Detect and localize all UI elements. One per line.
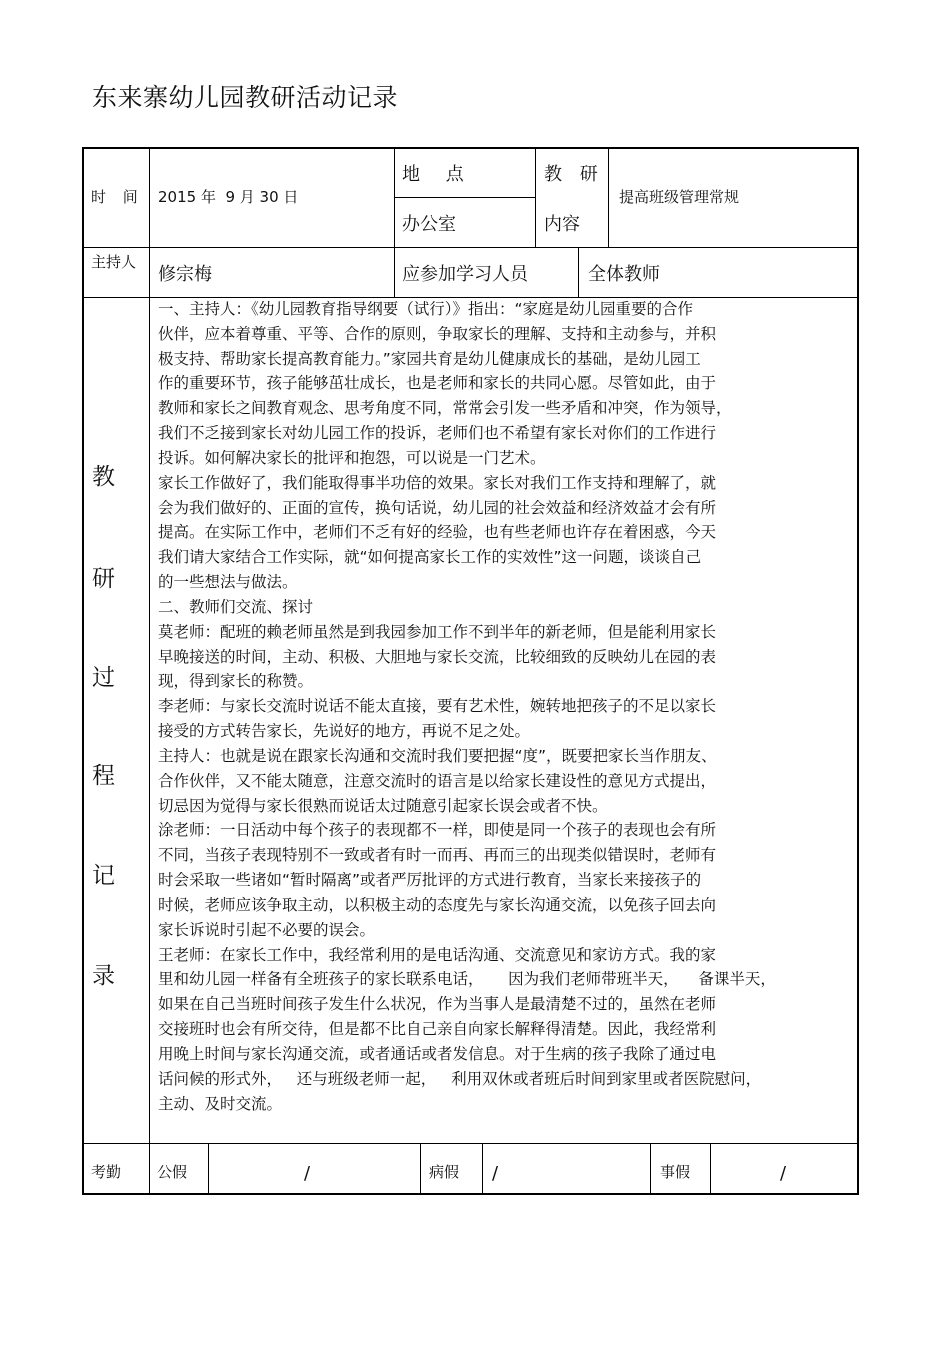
participants-label: 应参加学习人员	[402, 264, 528, 285]
process-line: 时候，老师应该争取主动，以积极主动的态度先与家长沟通交流，以免孩子回去向	[158, 895, 717, 914]
host-label: 主持人	[91, 253, 137, 271]
table-line-row1-bottom	[82, 247, 859, 248]
process-line: 合作伙伴，又不能太随意，注意交流时的语言是以给家长建设性的意见方式提出，	[158, 771, 717, 790]
process-label-char: 程	[92, 763, 115, 789]
table-border-bottom	[82, 1193, 859, 1195]
process-line: 不同，当孩子表现特别不一致或者有时一而再、再而三的出现类似错误时，老师有	[158, 846, 717, 865]
process-line: 切忌因为觉得与家长很熟而说话太过随意引起家长误会或者不快。	[158, 796, 608, 815]
process-line: 时会采取一些诸如“暂时隔离”或者严厉批评的方式进行教育，当家长来接孩子的	[158, 871, 702, 890]
process-line: 教师和家长之间教育观念、思考角度不同，常常会引发一些矛盾和冲突，作为领导，	[158, 399, 732, 418]
table-line-col-b	[535, 147, 536, 247]
table-line-att-2	[420, 1143, 421, 1194]
process-line: 会为我们做好的、正面的宣传，换句话说，幼儿园的社会效益和经济效益才会有所	[158, 498, 717, 517]
table-line-att-5	[710, 1143, 711, 1194]
process-line: 主持人：也就是说在跟家长沟通和交流时我们要把握“度”，既要把家长当作朋友、	[158, 746, 717, 765]
process-line: 用晚上时间与家长沟通交流，或者通话或者发信息。对于生病的孩子我除了通过电	[158, 1044, 717, 1063]
process-line: 我们不乏接到家长对幼儿园工作的投诉，老师们也不希望有家长对你们的工作进行	[158, 424, 717, 443]
process-line: 家长诉说时引起不必要的误会。	[158, 920, 376, 939]
table-line-att-1	[208, 1143, 209, 1194]
process-label-char: 研	[92, 566, 115, 592]
casual-leave-label: 事假	[660, 1163, 691, 1181]
table-border-right	[857, 147, 859, 1194]
time-label: 时 间	[91, 188, 144, 206]
place-label: 地 点	[402, 164, 474, 185]
personal-leave-label: 公假	[157, 1163, 188, 1181]
table-line-att-3	[482, 1143, 483, 1194]
sick-leave-label: 病假	[429, 1163, 460, 1181]
process-line: 提高。在实际工作中，老师们不乏有好的经验，也有些老师也许存在着困惑，今天	[158, 523, 717, 542]
process-label-char: 记	[92, 863, 115, 889]
process-line: 里和幼儿园一样备有全班孩子的家长联系电话， 因为我们老师带班半天， 备课半天，	[158, 970, 776, 989]
process-line: 王老师：在家长工作中，我经常利用的是电话沟通、交流意见和家访方式。我的家	[158, 945, 717, 964]
process-line: 作的重要环节，孩子能够茁壮成长，也是老师和家长的共同心愿。尽管如此，由于	[158, 374, 717, 393]
process-label-char: 过	[92, 665, 115, 691]
participants-value: 全体教师	[588, 264, 660, 285]
process-line: 涂老师：一日活动中每个孩子的表现都不一样，即使是同一个孩子的表现也会有所	[158, 821, 717, 840]
process-line: 接受的方式转告家长，先说好的地方，再说不足之处。	[158, 722, 531, 741]
process-line: 伙伴，应本着尊重、平等、合作的原则，争取家长的理解、支持和主动参与，并积	[158, 324, 717, 343]
table-line-label-col	[149, 147, 150, 1194]
process-line: 极支持、帮助家长提高教育能力。”家园共育是幼儿健康成长的基础，是幼儿园工	[158, 349, 701, 368]
place-value: 办公室	[402, 214, 456, 235]
table-line-col-d	[578, 247, 579, 297]
table-line-place-split	[394, 197, 536, 198]
process-label-char: 录	[92, 963, 115, 989]
personal-leave-value: /	[304, 1163, 311, 1184]
content-label-line2: 内容	[544, 214, 580, 235]
process-line: 主动、及时交流。	[158, 1094, 283, 1113]
table-line-row3-bottom	[82, 1143, 859, 1144]
table-border-top	[82, 147, 859, 149]
process-line: 话问候的形式外， 还与班级老师一起， 利用双休或者班后时间到家里或者医院慰问，	[158, 1069, 762, 1088]
table-line-col-c	[608, 147, 609, 247]
time-value: 2015 年 9 月 30 日	[158, 188, 299, 206]
process-line: 我们请大家结合工作实际，就“如何提高家长工作的实效性”这一问题，谈谈自己	[158, 548, 702, 567]
attendance-label: 考勤	[91, 1163, 122, 1181]
process-line: 投诉。如何解决家长的批评和抱怨，可以说是一门艺术。	[158, 448, 546, 467]
content-value: 提高班级管理常规	[619, 188, 740, 206]
process-line: 现，得到家长的称赞。	[158, 672, 314, 691]
process-line: 如果在自己当班时间孩子发生什么状况，作为当事人是最清楚不过的，虽然在老师	[158, 995, 717, 1014]
document-title: 东来寨幼儿园教研活动记录	[92, 83, 399, 112]
process-line: 的一些想法与做法。	[158, 573, 298, 592]
process-line: 李老师：与家长交流时说话不能太直接，要有艺术性，婉转地把孩子的不足以家长	[158, 697, 717, 716]
host-value: 修宗梅	[158, 264, 212, 285]
content-label-line1: 教 研	[544, 164, 604, 185]
process-line: 交接班时也会有所交待，但是都不比自己亲自向家长解释得清楚。因此，我经常利	[158, 1020, 717, 1039]
casual-leave-value: /	[780, 1163, 787, 1184]
process-label-char: 教	[92, 464, 115, 490]
process-line: 早晚接送的时间，主动、积极、大胆地与家长交流，比较细致的反映幼儿在园的表	[158, 647, 717, 666]
process-line: 二、教师们交流、探讨	[158, 597, 314, 616]
sick-leave-value: /	[492, 1163, 499, 1184]
process-record-text	[158, 297, 856, 1116]
table-line-col-a	[394, 147, 395, 297]
table-border-left	[82, 147, 84, 1194]
process-line: 莫老师：配班的赖老师虽然是到我园参加工作不到半年的新老师，但是能利用家长	[158, 622, 717, 641]
process-line: 家长工作做好了，我们能取得事半功倍的效果。家长对我们工作支持和理解了，就	[158, 473, 717, 492]
table-line-att-4	[650, 1143, 651, 1194]
process-line: 一、主持人：《幼儿园教育指导纲要（试行）》指出：“家庭是幼儿园重要的合作	[158, 300, 694, 318]
